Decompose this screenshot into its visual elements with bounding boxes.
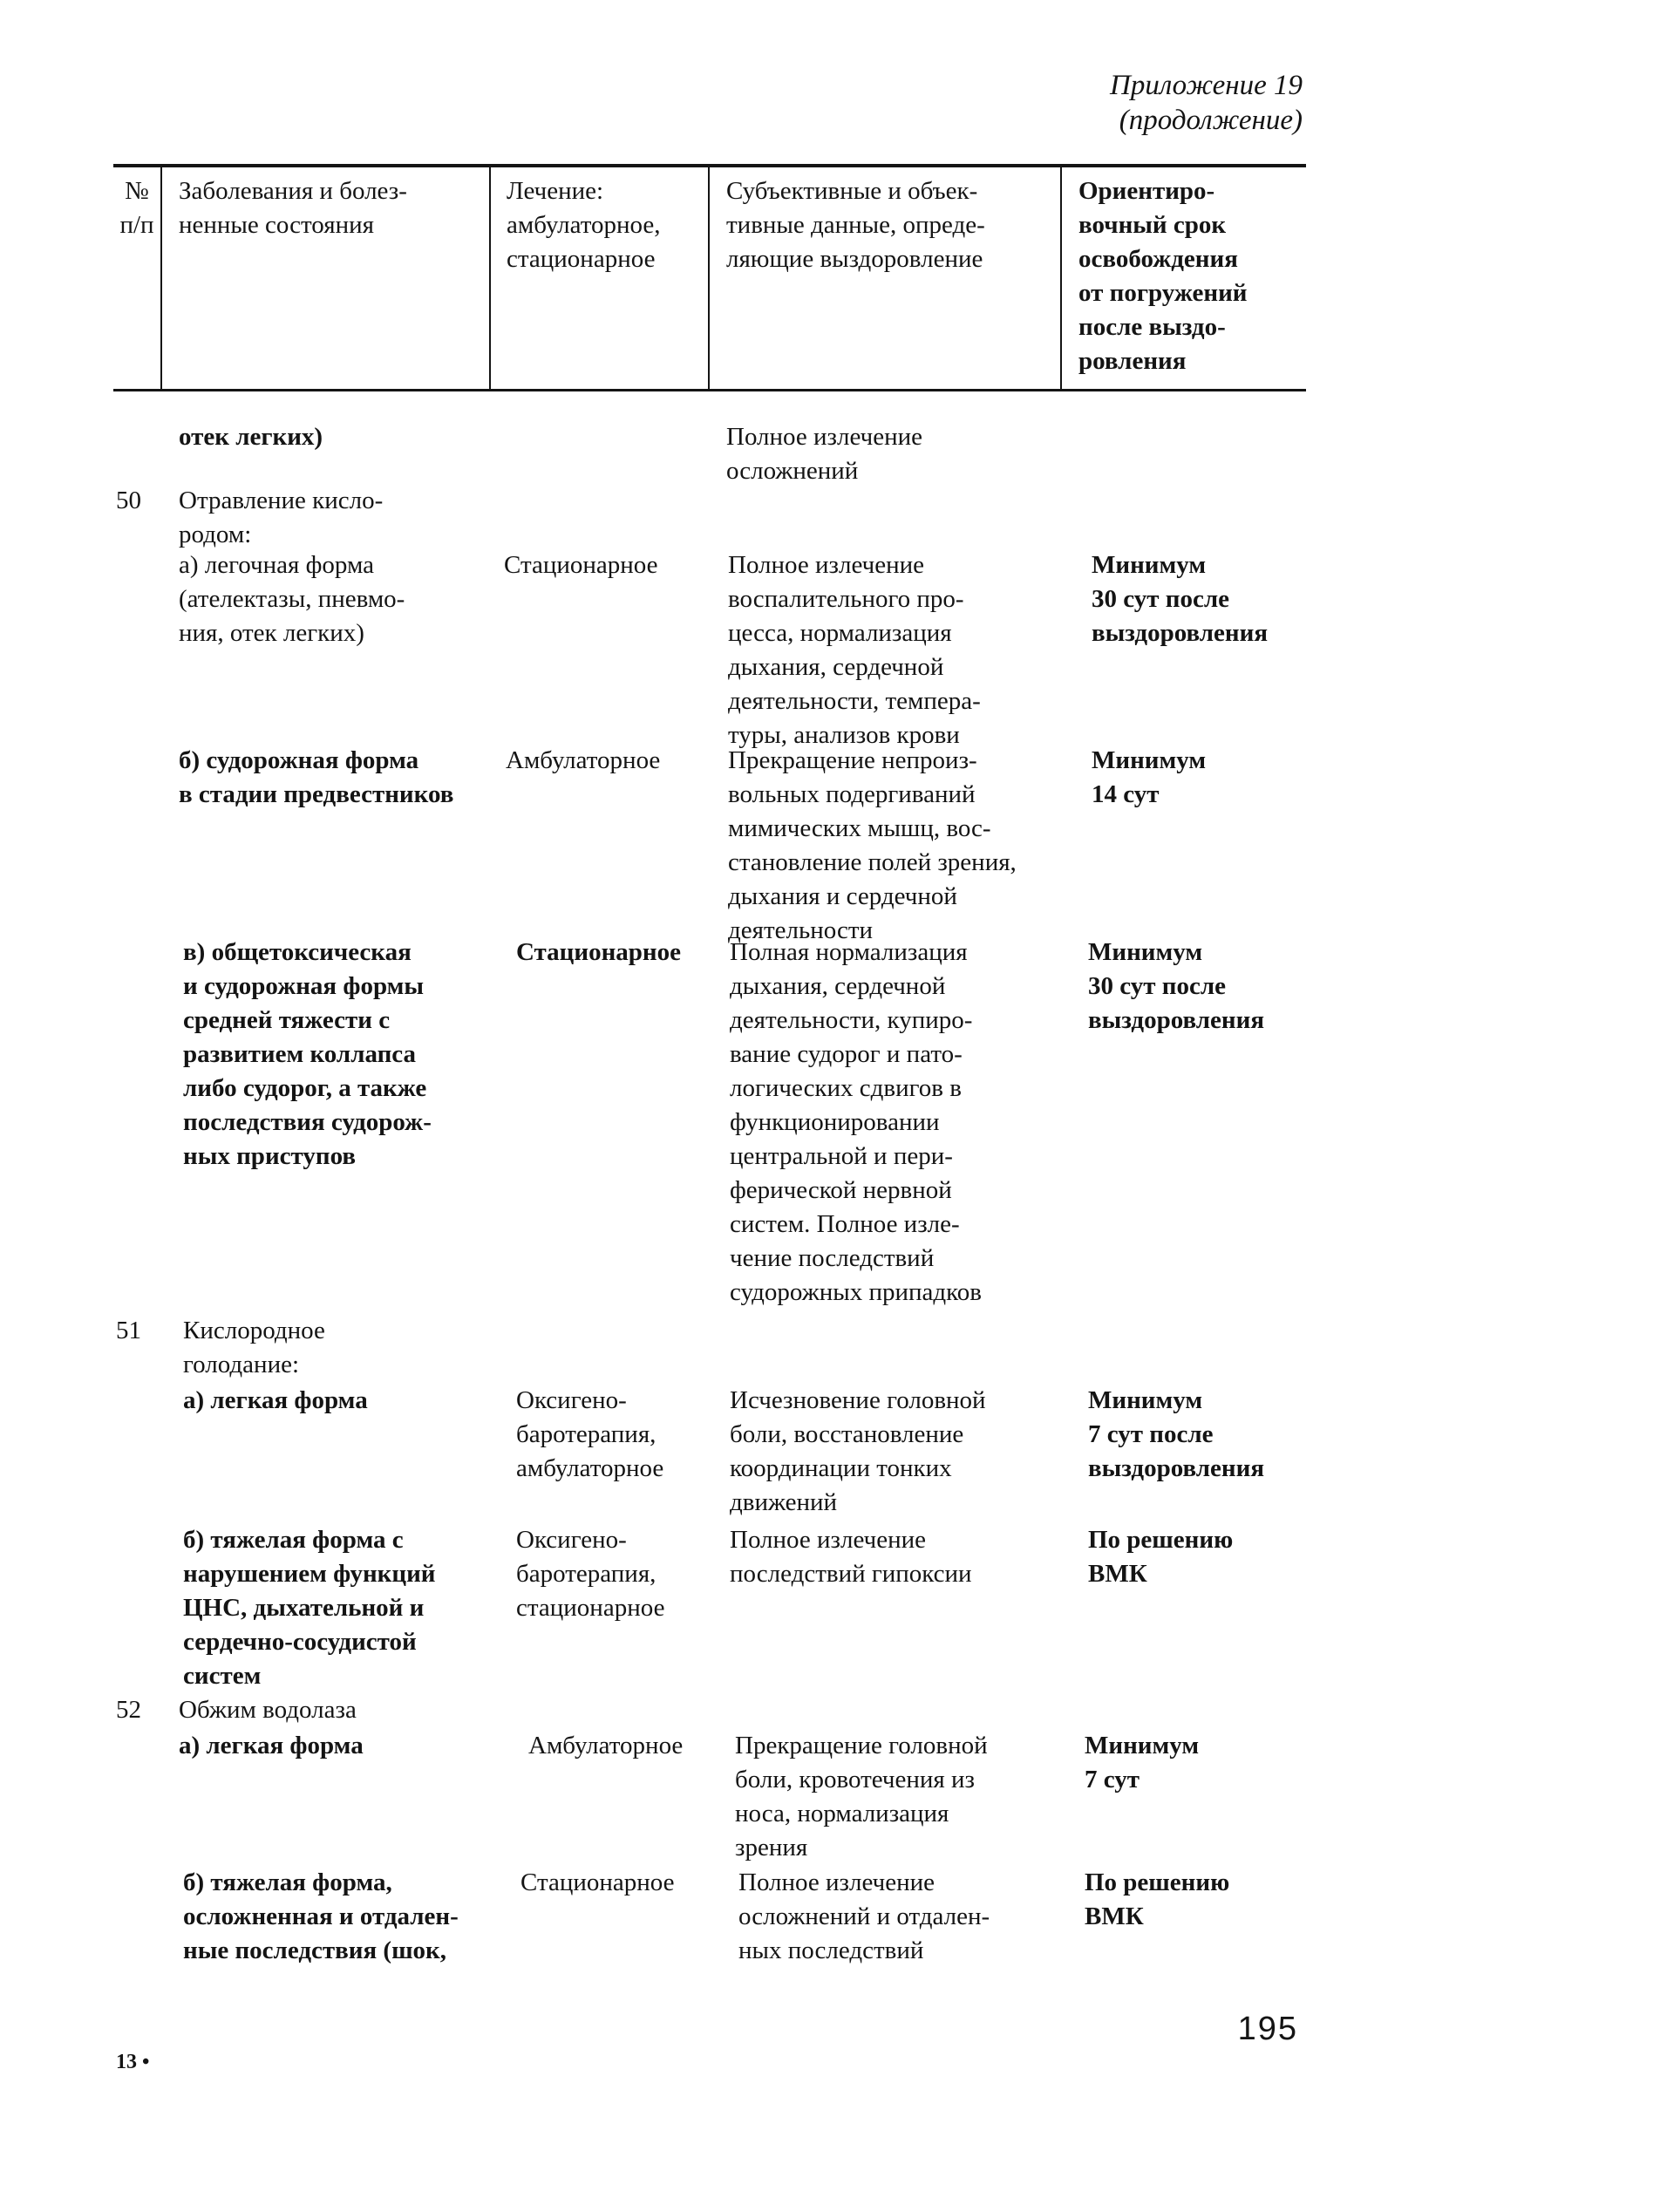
header-term: Ориентиро- вочный срок освобождения от погружений после выздо- ровления	[1078, 177, 1248, 375]
row-continuation-criteria: Полное излечение осложнений	[726, 423, 922, 485]
row-50c-disease: в) общетоксическая и судорожная формы средней тяжести с развитием коллапса либо судорог, а также последствия судорож- ных приступов	[183, 938, 432, 1170]
row-51a-criteria: Исчезновение головной боли, восстановление координации тонких движений	[730, 1386, 986, 1516]
header-divider-2	[489, 166, 491, 390]
row-52-number: 52	[116, 1696, 141, 1724]
row-50c-term: Минимум 30 сут после выздоровления	[1088, 938, 1265, 1034]
row-51b-treatment: Оксигено- баротерапия, стационарное	[516, 1526, 665, 1622]
row-52b-term: По решению ВМК	[1085, 1868, 1230, 1930]
row-50b-term: Минимум 14 сут	[1092, 746, 1207, 808]
row-52b-criteria: Полное излечение осложнений и отдален- ных последствий	[738, 1868, 990, 1964]
header-divider-3	[708, 166, 710, 390]
row-50-number: 50	[116, 487, 141, 514]
row-50b-disease: б) судорожная форма в стадии предвестников	[179, 746, 454, 808]
row-52b-treatment: Стационарное	[520, 1868, 675, 1896]
row-51b-criteria: Полное излечение последствий гипоксии	[730, 1526, 972, 1588]
header-divider-1	[160, 166, 162, 390]
row-51a-treatment: Оксигено- баротерапия, амбулаторное	[516, 1386, 664, 1482]
page-number: 195	[1237, 2011, 1298, 2047]
header-divider-4	[1060, 166, 1062, 390]
row-52a-treatment: Амбулаторное	[528, 1732, 684, 1759]
row-52-title: Обжим водолаза	[179, 1696, 357, 1724]
row-52a-term: Минимум 7 сут	[1085, 1732, 1200, 1793]
row-51-number: 51	[116, 1317, 141, 1344]
row-52a-criteria: Прекращение головной боли, кровотечения из носа, нормализация зрения	[735, 1732, 988, 1861]
header-disease: Заболевания и болез- ненные состояния	[179, 177, 407, 239]
row-50-title: Отравление кисло- родом:	[179, 487, 384, 548]
header-bottom-rule	[113, 389, 1306, 391]
row-52b-disease: б) тяжелая форма, осложненная и отдален- ные последствия (шок,	[183, 1868, 459, 1964]
row-51-title: Кислородное голодание:	[183, 1317, 325, 1378]
appendix-label	[1110, 68, 1303, 138]
row-50c-treatment: Стационарное	[516, 938, 681, 966]
row-50c-criteria: Полная нормализация дыхания, сердечной деятельности, купиро- вание судорог и пато- логических сдвигов в функционировании центральной и пери- ферической нервной систем. Полное изле- чение последствий судорожных припадков	[730, 938, 982, 1306]
header-treatment: Лечение: амбулаторное, стационарное	[507, 177, 661, 273]
header-number: № п/п	[119, 177, 154, 239]
header-criteria: Субъективные и объек- тивные данные, опреде- ляющие выздоровление	[726, 177, 985, 273]
row-50b-criteria: Прекращение непроиз- вольных подергиваний мимических мышц, вос- становление полей зрения, дыхания и сердечной деятельности	[728, 746, 1017, 944]
row-52a-disease: а) легкая форма	[179, 1732, 364, 1759]
row-50a-disease: а) легочная форма (ателектазы, пневмо- ния, отек легких)	[179, 551, 405, 647]
appendix-continuation: (продолжение)	[1119, 105, 1303, 136]
appendix-title: Приложение 19	[1110, 70, 1303, 101]
row-50b-treatment: Амбулаторное	[506, 746, 661, 774]
row-51a-term: Минимум 7 сут после выздоровления	[1088, 1386, 1265, 1482]
row-51b-term: По решению ВМК	[1088, 1526, 1234, 1588]
row-50a-treatment: Стационарное	[504, 551, 658, 579]
header-top-rule	[113, 164, 1306, 167]
row-50a-criteria: Полное излечение воспалительного про- цесса, нормализация дыхания, сердечной деятельности, темпера- туры, анализов крови	[728, 551, 981, 749]
signature-mark: 13 •	[116, 2051, 150, 2073]
row-continuation-disease: отек легких)	[179, 423, 323, 451]
row-50a-term: Минимум 30 сут после выздоровления	[1092, 551, 1269, 647]
row-51b-disease: б) тяжелая форма с нарушением функций ЦНС, дыхательной и сердечно-сосудистой систем	[183, 1526, 436, 1690]
row-51a-disease: а) легкая форма	[183, 1386, 368, 1414]
